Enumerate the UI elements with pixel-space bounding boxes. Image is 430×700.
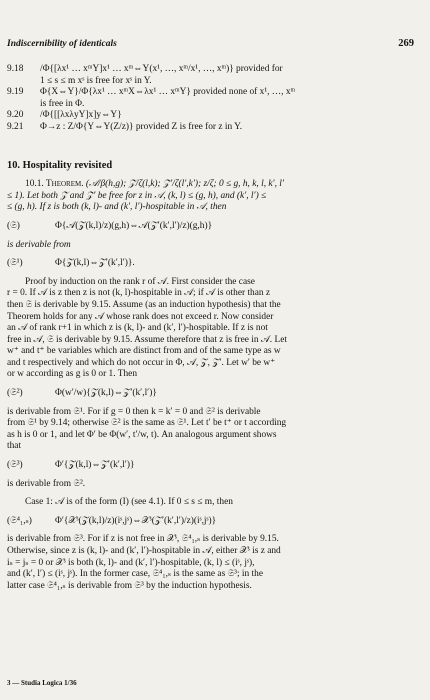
proof-line: or w according as g is 0 or 1. Then [7, 369, 138, 380]
formula: Φ′{𝒵(k,l)⇔𝒵′(k′,l′)} [55, 460, 135, 471]
formula-label: (𝔖⁴₁,ₛ) [7, 515, 32, 526]
display-formula-S3 [7, 460, 416, 472]
formula: Φ{𝒵(k,l)⇔𝒵′(k′,l′)}. [55, 258, 135, 269]
text-line: latter case 𝔖⁴₁,ₛ is derivable from 𝔖³ by the induction hypothesis. [7, 580, 252, 591]
derivable-from: is derivable from [7, 239, 71, 250]
page-header [7, 38, 414, 49]
equation-line: /Φ{[λx¹ … xᵐY]x¹ … xᵐ⇔Y(x¹, …, xᵐ/x¹, …, xᵐ)} provided for [40, 64, 283, 74]
page-body [7, 64, 416, 592]
theorem-statement [7, 179, 416, 191]
display-formula-S2 [7, 388, 416, 400]
text-line: Otherwise, since z is (k, l)- and (k′, l′)-hospitable in 𝒜, either 𝒳ˢ is z and [7, 546, 281, 556]
text-line: is derivable from 𝔖¹. For if g = 0 then k = k′ = 0 and 𝔖² is derivable [7, 406, 261, 417]
theorem-line: ≤ 1). Let both 𝒵 and 𝒵′ be free for z in 𝒜, (k, l) ≤ (g, h), and (k′, l′) ≤ [7, 190, 267, 201]
proof-line: free in 𝒜, 𝔖 is derivable by 9.15. Assume therefore that z is free in 𝒜. Let [7, 334, 287, 345]
formula: Φ(w′/w){𝒵(k,l)⇔𝒵′(k′,l′)} [55, 388, 157, 399]
equation-number: 9.21 [7, 121, 24, 132]
equation-number: 9.18 [7, 64, 24, 74]
paragraph-S2 [7, 407, 416, 453]
equation-9-20 [7, 110, 416, 122]
proof-line: an 𝒜 of rank r+1 in which z is (k, l)- and (k′, l′)-hospitable. If z is not [7, 323, 268, 334]
theorem-line: ≤ (g, h). If z is both (k, l)- and (k′, l′)-hospitable in 𝒜, then [7, 202, 227, 213]
proof-line: then 𝔖 is derivable by 9.15. Assume (as an induction hypothesis) that the [7, 299, 281, 310]
page-number: 269 [398, 38, 414, 49]
proof-paragraph [7, 277, 416, 381]
equation-line: /Φ{[[λxλyY]x]y⇔Y} [40, 110, 122, 121]
text-line: from 𝔖¹ by 9.14; otherwise 𝔖² is the same as 𝔖¹. Let t′ be t⁺ or t according [7, 418, 287, 429]
proof-line: r = 0. If 𝒜 is z then z is not (k, l)-hospitable in 𝒜; if 𝒜 is other than z [7, 288, 271, 299]
theorem-label: 10.1. Theorem. [25, 179, 84, 190]
formula: Φ{𝒜(𝒵(k,l)/z)(g,h)⇔𝒜(𝒵′(k′,l′)/z)(g,h)} [55, 220, 213, 231]
case-1-intro: Case 1: 𝒜 is of the form (I) (see 4.1). If 0 ≤ s ≤ m, then [25, 497, 233, 508]
formula: Φ′{𝒳ˢ(𝒵(k,l)/z)(iˢ,jˢ)⇔𝒳ˢ(𝒵′(k′,l′)/z)(iˢ,jˢ)} [55, 515, 217, 526]
text-line: as h is 0 or 1, and let Φ′ be Φ(w′, t′/w, t). An analogous argument shows [7, 429, 277, 440]
equation-9-18 [7, 64, 416, 87]
proof-line: Proof by induction on the rank r of 𝒜. First consider the case [25, 276, 255, 287]
text-line: is derivable from 𝔖³. For if z is not free in 𝒳ˢ, 𝔖⁴₁,ₛ is derivable by 9.15. [7, 534, 279, 545]
derivable-from-s2: is derivable from 𝔖². [7, 478, 86, 489]
formula-label: (𝔖¹) [7, 258, 23, 269]
display-formula-S4 [7, 516, 416, 528]
text-line: and (k′, l′) ≤ (iˢ, jˢ). In the former case, 𝔖⁴₁,ₛ is the same as 𝔖³; in the [7, 569, 264, 580]
running-head: Indiscernibility of identicals [7, 39, 117, 49]
display-formula-S [7, 221, 416, 233]
equation-9-21 [7, 122, 416, 134]
theorem-line: (𝒜/β(h,g); 𝒵/ζ(l,k); 𝒵′/ζ(l′,k′); z/ζ; 0 ≤ g, h, k, l, k′, l′ [85, 179, 284, 190]
formula-label: (𝔖²) [7, 388, 23, 399]
equation-line: Φ→z : Z/Φ{Y⇔Y(Z/z)} provided Z is free for z in Y. [40, 121, 243, 132]
text-line: iₛ = jₛ = 0 or 𝒳ˢ is both (k, l)- and (k′, l′)-hospitable, (k, l) ≤ (iˢ, jˢ), [7, 557, 255, 568]
equation-9-19 [7, 87, 416, 110]
equation-line: Φ{X⇔Y}/Φ{λx¹ … xᵐX⇔λx¹ … xᵐY} provided none of x¹, …, xᵐ [40, 87, 296, 98]
formula-label: (𝔖) [7, 220, 20, 231]
equation-number: 9.20 [7, 110, 24, 121]
display-formula-S1 [7, 258, 416, 270]
text-line: that [7, 441, 22, 452]
formula-label: (𝔖³) [7, 460, 23, 471]
equation-number: 9.19 [7, 87, 24, 98]
page-footer: 3 — Studia Logica 1/36 [7, 679, 77, 687]
case-1-paragraph [7, 534, 416, 592]
proof-line: and t respectively and which do not occur in Φ, 𝒜, 𝒵, 𝒵′. Let w′ be w⁺ [7, 357, 276, 368]
equation-line: 1 ≤ s ≤ m xˢ is free for xˢ in Y. [40, 75, 152, 86]
section-title: 10. Hospitality revisited [7, 159, 113, 171]
equation-line: is free in Φ. [40, 98, 85, 109]
proof-line: w⁺ and t⁺ be variables which are distinct from and of the same type as w [7, 346, 281, 357]
proof-line: Theorem holds for any 𝒜 whose rank does not exceed r. Now consider [7, 311, 274, 322]
